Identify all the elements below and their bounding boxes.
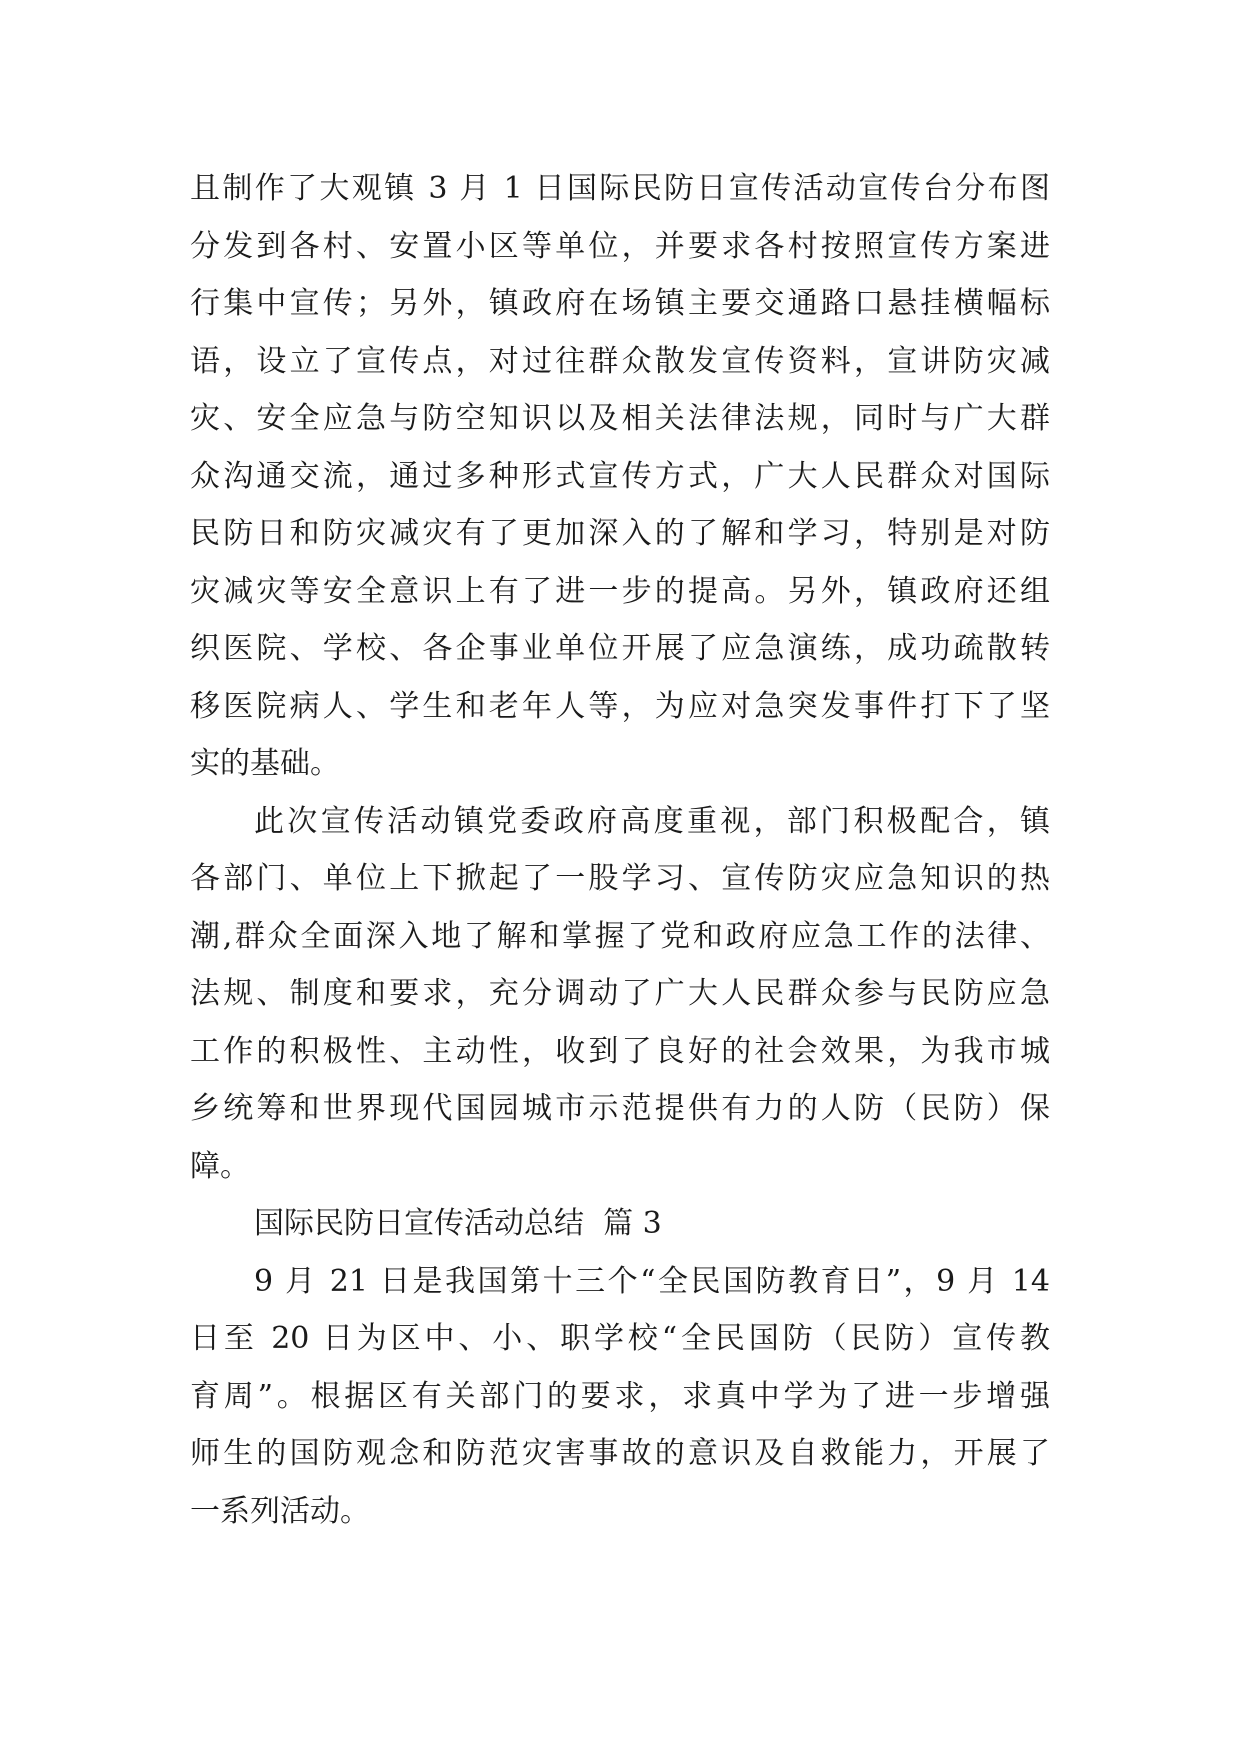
text-line: 工作的积极性、主动性，收到了良好的社会效果，为我市城 — [190, 1033, 1050, 1069]
text-line: 移医院病人、学生和老年人等，为应对急突发事件打下了坚 — [190, 688, 1050, 724]
section-heading: 国际民防日宣传活动总结 篇 3 — [254, 1206, 662, 1241]
text-line: 且制作了大观镇 3 月 1 日国际民防日宣传活动宣传台分布图 — [190, 171, 1050, 206]
text-line: 乡统筹和世界现代国园城市示范提供有力的人防（民防）保 — [190, 1091, 1050, 1126]
text-line: 潮,群众全面深入地了解和掌握了党和政府应急工作的法律、 — [190, 918, 1050, 954]
paragraph-2 — [190, 793, 1050, 1196]
text-line: 分发到各村、安置小区等单位，并要求各村按照宣传方案进 — [190, 228, 1050, 264]
text-line: 此次宣传活动镇党委政府高度重视，部门积极配合，镇 — [254, 803, 1050, 839]
text-line: 法规、制度和要求，充分调动了广大人民群众参与民防应急 — [190, 976, 1050, 1011]
text-line: 织医院、学校、各企事业单位开展了应急演练，成功疏散转 — [190, 631, 1050, 666]
text-line: 日至 20 日为区中、小、职学校“全民国防（民防）宣传教 — [190, 1321, 1050, 1356]
text-line: 灾、安全应急与防空知识以及相关法律法规，同时与广大群 — [190, 401, 1050, 436]
text-line: 一系列活动。 — [190, 1493, 370, 1529]
text-line: 实的基础。 — [190, 746, 340, 781]
document-body — [190, 160, 1050, 1540]
text-line: 育周”。根据区有关部门的要求，求真中学为了进一步增强 — [190, 1378, 1050, 1414]
paragraph-3 — [190, 1253, 1050, 1541]
text-line: 语，设立了宣传点，对过往群众散发宣传资料，宣讲防灾减 — [190, 343, 1050, 379]
text-line: 行集中宣传；另外，镇政府在场镇主要交通路口悬挂横幅标 — [190, 286, 1050, 321]
text-line: 师生的国防观念和防范灾害事故的意识及自救能力，开展了 — [190, 1436, 1050, 1471]
text-line: 9 月 21 日是我国第十三个“全民国防教育日”，9 月 14 — [254, 1263, 1050, 1299]
text-line: 各部门、单位上下掀起了一股学习、宣传防灾应急知识的热 — [190, 861, 1050, 896]
text-line: 民防日和防灾减灾有了更加深入的了解和学习，特别是对防 — [190, 516, 1050, 551]
paragraph-1 — [190, 160, 1050, 793]
text-line: 灾减灾等安全意识上有了进一步的提高。另外，镇政府还组 — [190, 573, 1050, 609]
text-line: 众沟通交流，通过多种形式宣传方式，广大人民群众对国际 — [190, 458, 1050, 494]
text-line: 障。 — [190, 1148, 250, 1184]
